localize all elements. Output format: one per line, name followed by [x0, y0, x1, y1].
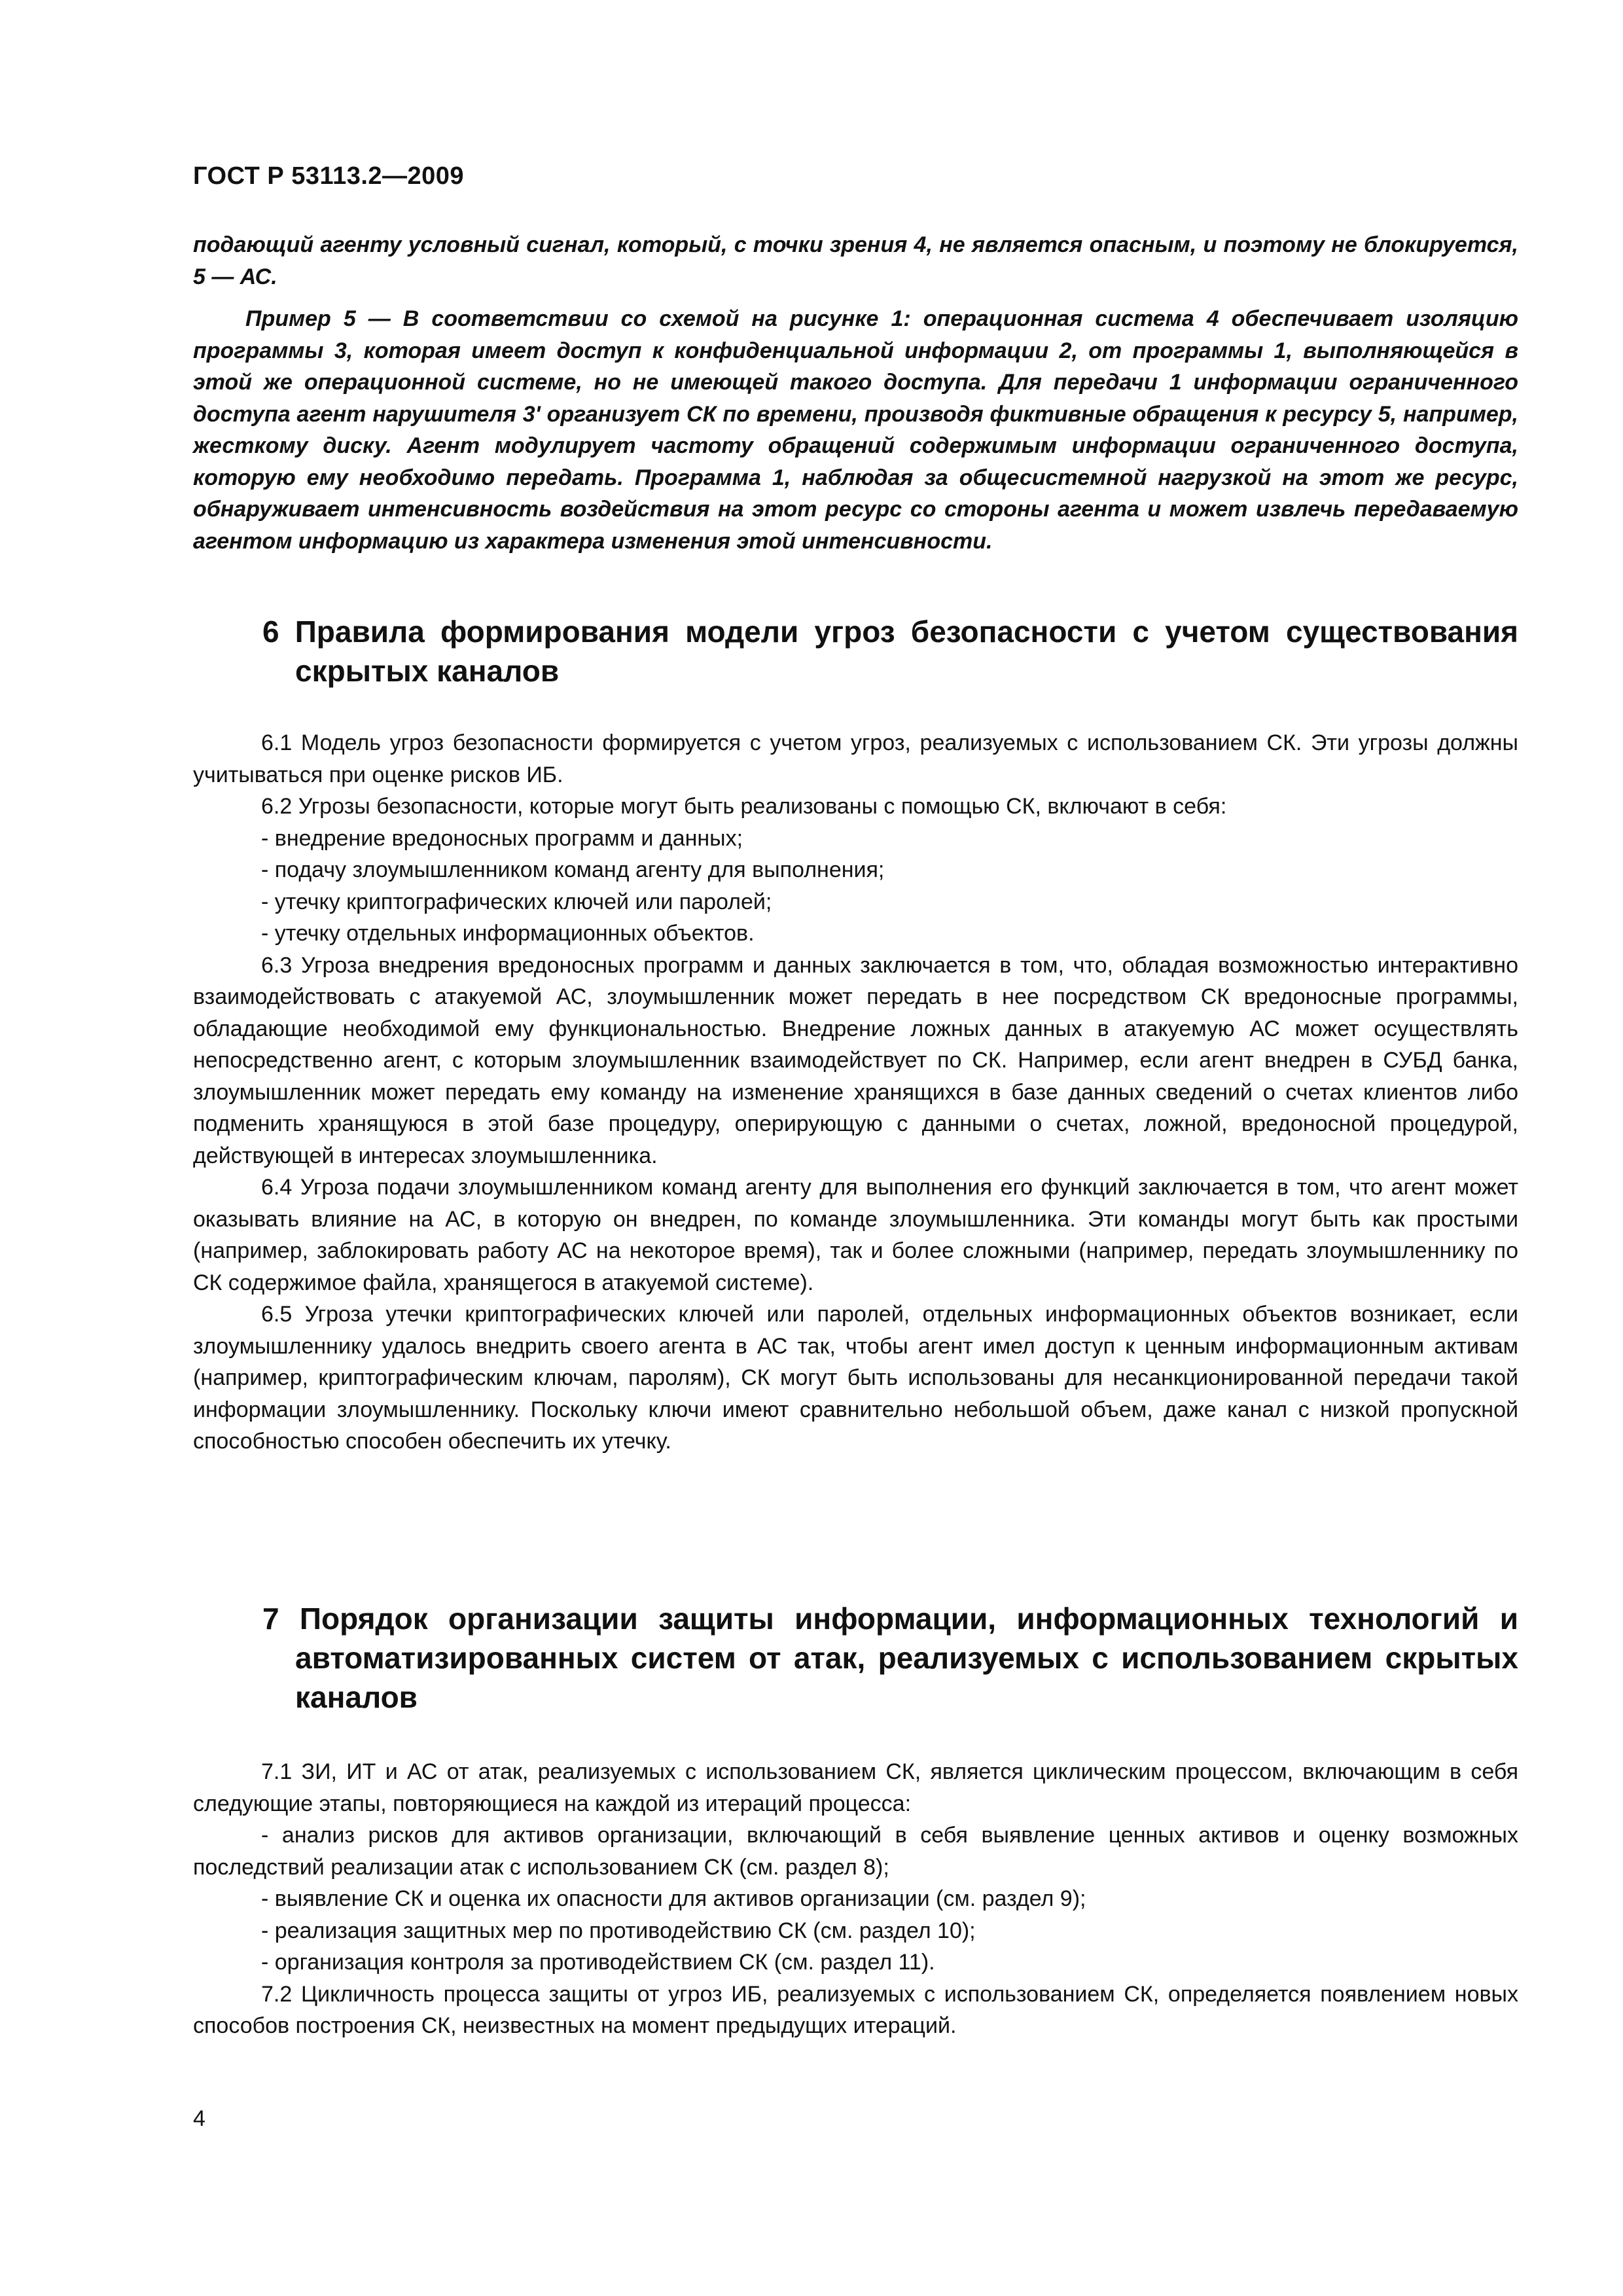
document-header: ГОСТ Р 53113.2—2009 — [193, 162, 465, 190]
list-item: - внедрение вредоносных программ и данных; — [261, 825, 743, 851]
section-7 — [193, 1599, 1518, 2042]
example-continuation: подающий агенту условный сигнал, который, с точки зрения 4, не является опасным, и поэтому не блокируется, 5 — АС. — [193, 232, 1518, 289]
paragraph-7-2: 7.2 Цикличность процесса защиты от угроз ИБ, реализуемых с использованием СК, определяется появлением новых способов построения СК, неизвестных на момент предыдущих итераций. — [193, 1981, 1518, 2038]
list-item: - реализация защитных мер по противодействию СК (см. раздел 10); — [261, 1918, 976, 1943]
paragraph-6-4: 6.4 Угроза подачи злоумышленником команд агенту для выполнения его функций заключается в том, что агент может оказывать влияние на АС, в которую он внедрен, по команде злоумышленника. Эти команды могут быть как простыми (например, заблокировать работу АС на некоторое время), так и более сложными (например, передать злоумышленнику по СК содержимое файла, хранящегося в атакуемой системе). — [193, 1175, 1518, 1295]
list-item: - утечку отдельных информационных объектов. — [261, 921, 755, 946]
list-item: - организация контроля за противодействием СК (см. раздел 11). — [261, 1950, 935, 1975]
section-6 — [193, 612, 1518, 1458]
paragraph-6-2: 6.2 Угрозы безопасности, которые могут быть реализованы с помощью СК, включают в себя: — [261, 794, 1227, 819]
paragraph-6-5: 6.5 Угроза утечки криптографических ключей или паролей, отдельных информационных объектов возникает, если злоумышленнику удалось внедрить своего агента в АС так, чтобы агент имел доступ к ценным информационным активам (например, криптографическим ключам, паролям), СК могут быть использованы для несанкционированной передачи такой информации злоумышленнику. Поскольку ключи имеют сравнительно небольшой объем, даже канал с низкой пропускной способностью способен обеспечить их утечку. — [193, 1302, 1518, 1454]
list-item: - выявление СК и оценка их опасности для активов организации (см. раздел 9); — [261, 1886, 1086, 1911]
section-7-heading: 7 Порядок организации защиты информации, информационных технологий и автоматизированных систем от атак, реализуемых с использованием скрытых каналов — [262, 1602, 1518, 1714]
example-block — [193, 229, 1518, 557]
list-item: - анализ рисков для активов организации, включающий в себя выявление ценных активов и оценку возможных последствий реализации атак с использованием СК (см. раздел 8); — [193, 1823, 1518, 1880]
paragraph-6-1: 6.1 Модель угроз безопасности формируется с учетом угроз, реализуемых с использованием СК. Эти угрозы должны учитываться при оценке рисков ИБ. — [193, 730, 1518, 787]
list-item: - подачу злоумышленником команд агенту для выполнения; — [261, 857, 885, 882]
paragraph-7-1: 7.1 ЗИ, ИТ и АС от атак, реализуемых с использованием СК, является циклическим процессом, включающим в себя следующие этапы, повторяющиеся на каждой из итераций процесса: — [193, 1759, 1518, 1816]
list-item: - утечку криптографических ключей или паролей; — [261, 889, 772, 914]
example-5: Пример 5 — В соответствии со схемой на рисунке 1: операционная система 4 обеспечивает изоляцию программы 3, которая имеет доступ к конфиденциальной информации 2, от программы 1, выполняющейся в этой же операционной системе, но не имеющей такого доступа. Для передачи 1 информации ограниченного доступа агент нарушителя 3' организует СК по времени, производя фиктивные обращения к ресурсу 5, например, жесткому диску. Агент модулирует частоту обращений содержимым информации ограниченного доступа, которую ему необходимо передать. Программа 1, наблюдая за общесистемной нагрузкой на этот же ресурс, обнаруживает интенсивность воздействия на этот ресурс со стороны агента и может извлечь передаваемую агентом информацию из характера изменения этой интенсивности. — [193, 306, 1518, 554]
section-6-heading: 6 Правила формирования модели угроз безопасности с учетом существования скрытых каналов — [262, 615, 1518, 688]
paragraph-6-3: 6.3 Угроза внедрения вредоносных программ и данных заключается в том, что, обладая возможностью интерактивно взаимодействовать с атакуемой АС, злоумышленник может передать в нее посредством СК вредоносные программы, обладающие необходимой ему функциональностью. Внедрение ложных данных в атакуемую АС может осуществлять непосредственно агент, с которым злоумышленник взаимодействует по СК. Например, если агент внедрен в СУБД банка, злоумышленник может передать ему команду на изменение хранящихся в базе данных сведений о счетах клиентов либо подменить хранящуюся в этой базе процедуру, оперирующую с данными о счетах, ложной, вредоносной процедурой, действующей в интересах злоумышленника. — [193, 952, 1518, 1168]
page-number: 4 — [193, 2106, 205, 2131]
